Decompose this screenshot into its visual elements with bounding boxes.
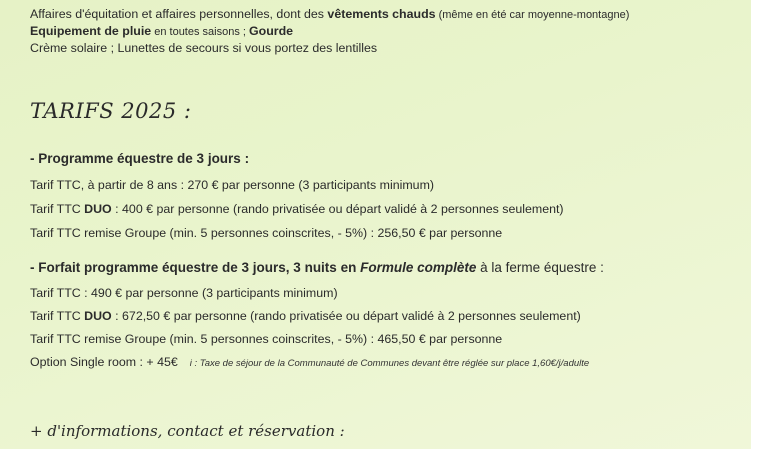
price-detail: : 400 € par personne (rando privatisée ou départ validé à 2 personnes seulement) [111,202,564,216]
equipment-line-1 [30,6,629,23]
section-2-title-text: - Forfait programme équestre de 3 jours, 3 nuits en [30,260,361,275]
page-edge-bottom [0,449,759,455]
section-1-price-standard: Tarif TTC, à partir de 8 ans : 270 € par personne (3 participants minimum) [30,178,435,192]
warm-clothes-note: (même en été car moyenne-montagne) [435,9,630,21]
section-2-price-duo [30,308,581,324]
duo-label: DUO [84,202,112,216]
equipment-line-3: Crème solaire ; Lunettes de secours si vous portez des lentilles [30,41,378,55]
equipment-text: Affaires d'équitation et affaires personnelles, dont des [30,7,328,21]
page-edge-right [751,0,759,455]
section-2-title [30,260,604,276]
rain-gear-note: en toutes saisons ; [151,26,250,38]
section-2-option-line [30,354,589,372]
price-prefix: Tarif TTC [30,202,85,216]
section-2-title-suffix: à la ferme équestre : [476,260,604,275]
equipment-line-2 [30,23,293,40]
section-2-price-standard: Tarif TTC : 490 € par personne (3 participants minimum) [30,286,338,300]
price-prefix: Tarif TTC [30,309,85,323]
formule-complete-label: Formule complète [360,260,477,275]
section-1-price-duo [30,201,564,217]
tourist-tax-note: i : Taxe de séjour de la Communauté de Communes devant être réglée sur place 1,60€/j/adulte [189,358,590,369]
info-contact-heading: + d'informations, contact et réservation : [30,422,345,440]
section-1-price-group: Tarif TTC remise Groupe (min. 5 personnes coinscrites, - 5%) : 256,50 € par personne [30,226,503,240]
duo-label: DUO [84,309,112,323]
warm-clothes-text: vêtements chauds [327,7,436,21]
tarifs-heading: TARIFS 2025 : [30,99,192,123]
single-room-option: Option Single room : + 45€ [30,355,178,369]
water-bottle-text: Gourde [249,24,294,38]
rain-gear-text: Equipement de pluie [30,24,152,38]
section-2-price-group: Tarif TTC remise Groupe (min. 5 personnes coinscrites, - 5%) : 465,50 € par personne [30,332,503,346]
price-detail: : 672,50 € par personne (rando privatisée ou départ validé à 2 personnes seulement) [111,309,581,323]
section-1-title: - Programme équestre de 3 jours : [30,151,250,166]
